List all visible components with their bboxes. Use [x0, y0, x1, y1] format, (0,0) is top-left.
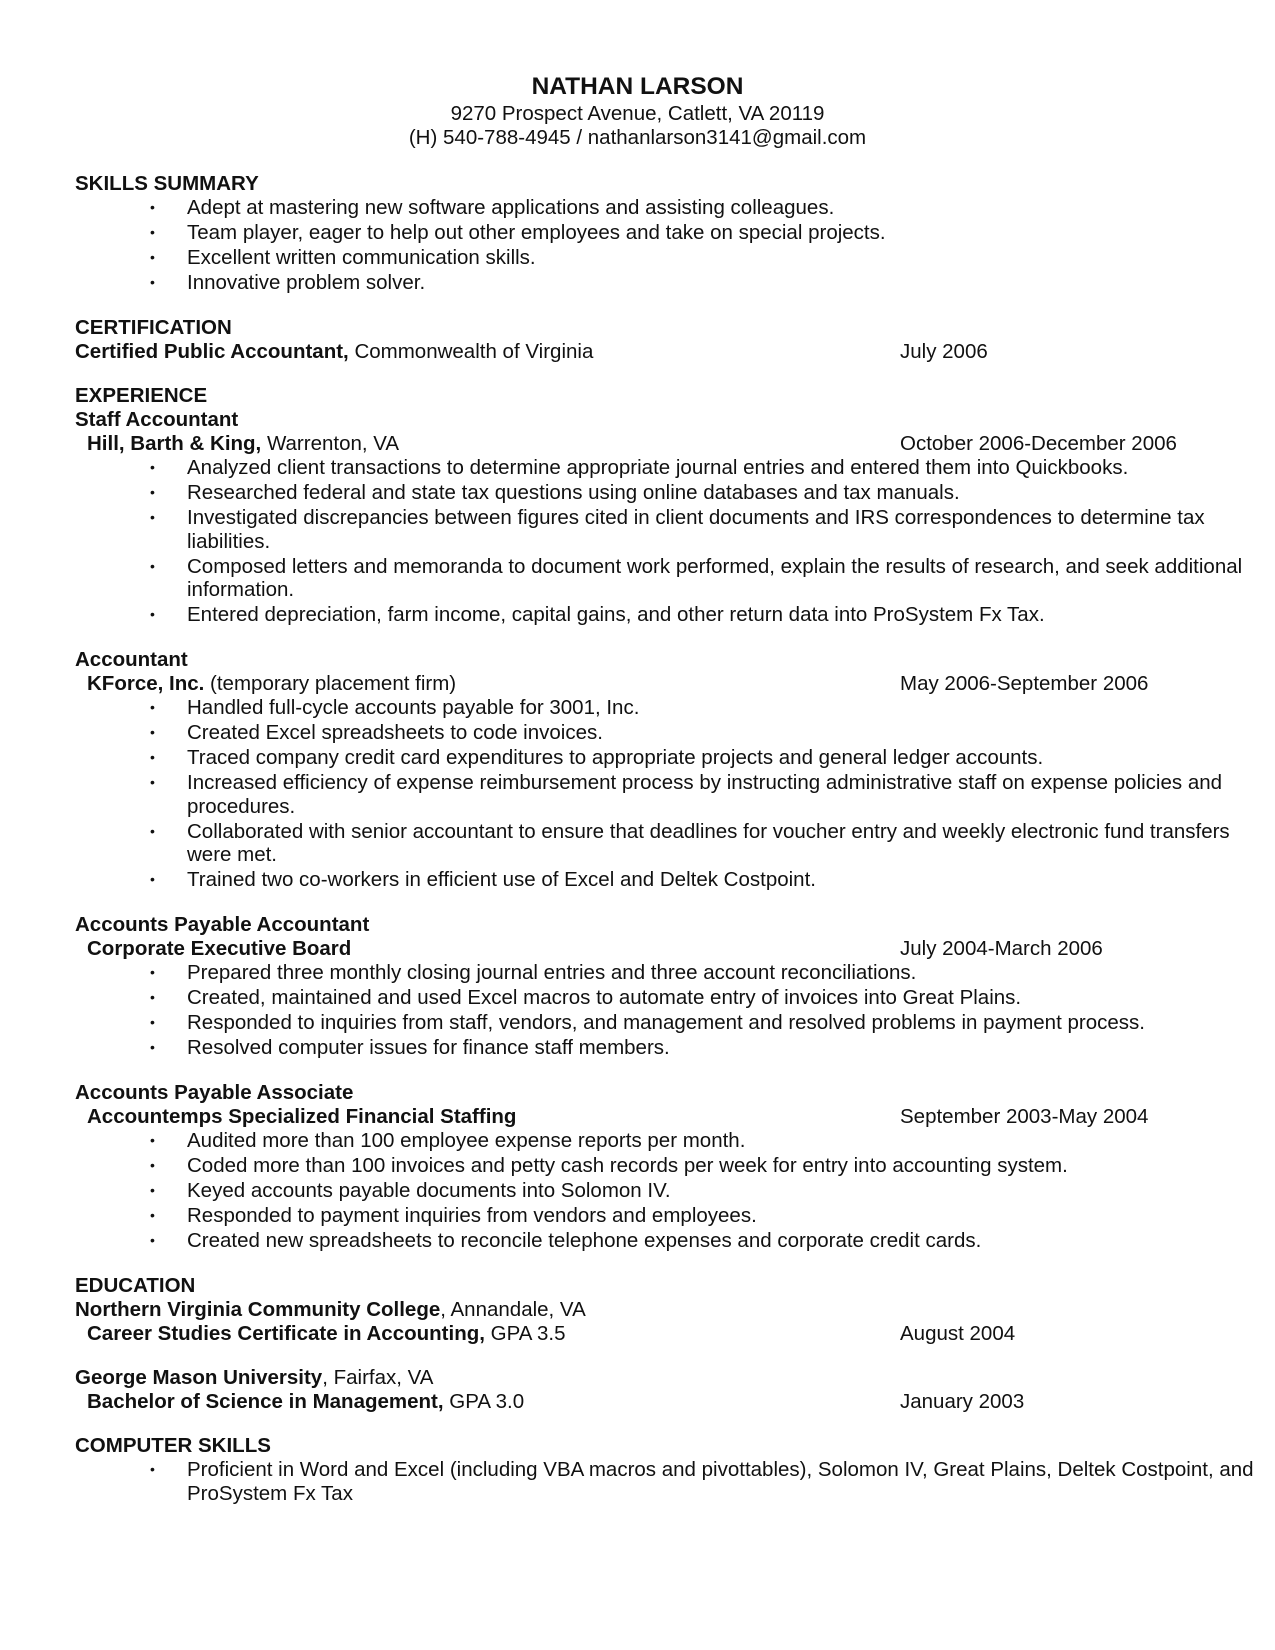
- applicant-name: NATHAN LARSON: [531, 73, 744, 100]
- job-company-row: [75, 672, 1205, 696]
- list-item: • Innovative problem solver.: [150, 271, 426, 294]
- bullet-icon: •: [150, 557, 155, 574]
- certification-section: [75, 316, 1205, 364]
- job-entry: [75, 913, 1205, 1060]
- degree-name: Career Studies Certificate in Accounting,: [87, 1322, 485, 1345]
- resume-header: [0, 72, 1275, 150]
- degree-row: [75, 1390, 1205, 1414]
- school-row: [75, 1366, 1205, 1390]
- job-bullets: [75, 1129, 1205, 1253]
- job-company: Hill, Barth & King,: [87, 432, 262, 455]
- job-dates: October 2006-December 2006: [900, 432, 1177, 455]
- certification-row: [75, 340, 1205, 364]
- bullet-icon: •: [150, 1014, 155, 1030]
- list-item: • Created, maintained and used Excel macros to automate entry of invoices into Great Plains.: [150, 986, 1022, 1009]
- job-dates: May 2006-September 2006: [900, 672, 1149, 695]
- job-company-row: [75, 1105, 1205, 1129]
- list-item: • Analyzed client transactions to determine appropriate journal entries and entered them into Quickbooks.: [150, 456, 1129, 479]
- bullet-icon: •: [150, 699, 155, 715]
- computer-skills-list: [75, 1458, 1254, 1505]
- list-item: • Responded to inquiries from staff, vendors, and management and resolved problems in payment process.: [150, 1011, 1145, 1034]
- job-title: Accountant: [75, 648, 188, 671]
- job-title: Staff Accountant: [75, 408, 239, 431]
- list-item: • Audited more than 100 employee expense reports per month.: [150, 1129, 746, 1152]
- school-row: [75, 1298, 1205, 1322]
- degree-name: Bachelor of Science in Management,: [87, 1390, 444, 1413]
- job-entry: [75, 408, 1243, 627]
- section-heading: EDUCATION: [75, 1274, 196, 1297]
- section-heading: COMPUTER SKILLS: [75, 1434, 271, 1457]
- list-item: • Excellent written communication skills.: [150, 246, 536, 269]
- bullet-icon: •: [150, 1132, 155, 1148]
- bullet-icon: •: [150, 606, 155, 622]
- applicant-address: 9270 Prospect Avenue, Catlett, VA 20119: [450, 102, 825, 125]
- bullet-icon: •: [150, 199, 155, 215]
- computer-skills-section: [75, 1434, 1254, 1505]
- list-item: • Coded more than 100 invoices and petty cash records per week for entry into accounting system.: [150, 1154, 1068, 1177]
- bullet-icon: •: [150, 822, 155, 839]
- bullet-icon: •: [150, 274, 155, 290]
- degree-gpa: GPA 3.5: [484, 1322, 566, 1345]
- bullet-icon: •: [150, 249, 155, 265]
- job-entry: [75, 1081, 1205, 1253]
- list-item: • Investigated discrepancies between figures cited in client documents and IRS correspondences to determine tax liabilities.: [150, 506, 1205, 553]
- list-item: • Prepared three monthly closing journal entries and three account reconciliations.: [150, 961, 917, 984]
- list-item: • Trained two co-workers in efficient use of Excel and Deltek Costpoint.: [150, 868, 816, 891]
- bullet-icon: •: [150, 724, 155, 740]
- job-dates: September 2003-May 2004: [900, 1105, 1149, 1128]
- bullet-icon: •: [150, 1182, 155, 1198]
- job-company-row: [75, 937, 1205, 961]
- list-item: • Team player, eager to help out other employees and take on special projects.: [150, 221, 886, 244]
- job-company: Accountemps Specialized Financial Staffing: [87, 1105, 517, 1128]
- list-item: • Entered depreciation, farm income, capital gains, and other return data into ProSystem Fx Tax.: [150, 603, 1045, 626]
- list-item: • Traced company credit card expenditures to appropriate projects and general ledger accounts.: [150, 746, 1044, 769]
- degree-date: August 2004: [900, 1322, 1016, 1345]
- bullet-icon: •: [150, 774, 155, 790]
- bullet-icon: •: [150, 749, 155, 765]
- job-company-row: [75, 432, 1205, 456]
- skills-summary-list: [75, 196, 1205, 295]
- school-location: , Annandale, VA: [440, 1298, 586, 1321]
- section-heading: SKILLS SUMMARY: [75, 172, 259, 195]
- education-section: [75, 1274, 1205, 1414]
- list-item: • Increased efficiency of expense reimbursement process by instructing administrative staff on expense policies and procedures.: [150, 771, 1223, 818]
- job-dates: July 2004-March 2006: [900, 937, 1103, 960]
- bullet-icon: •: [150, 989, 155, 1005]
- school-name: George Mason University: [75, 1366, 323, 1389]
- list-item: • Created new spreadsheets to reconcile telephone expenses and corporate credit cards.: [150, 1229, 982, 1252]
- bullet-icon: •: [150, 224, 155, 240]
- bullet-icon: •: [150, 509, 155, 525]
- list-item: • Collaborated with senior accountant to ensure that deadlines for voucher entry and weekly electronic fund transfers were met.: [150, 819, 1230, 866]
- list-item: • Adept at mastering new software applications and assisting colleagues.: [150, 196, 835, 219]
- bullet-icon: •: [150, 1157, 155, 1173]
- school-name: Northern Virginia Community College: [75, 1298, 441, 1321]
- bullet-icon: •: [150, 871, 155, 887]
- job-bullets: [75, 456, 1243, 627]
- degree-gpa: GPA 3.0: [443, 1390, 525, 1413]
- certification-title: Certified Public Accountant,: [75, 340, 349, 363]
- job-detail: (temporary placement firm): [204, 672, 457, 695]
- degree-date: January 2003: [900, 1390, 1025, 1413]
- job-location: Warrenton, VA: [261, 432, 400, 455]
- certification-date: July 2006: [900, 340, 988, 363]
- bullet-icon: •: [150, 459, 155, 475]
- certification-issuer: Commonwealth of Virginia: [348, 340, 594, 363]
- school-location: , Fairfax, VA: [322, 1366, 434, 1389]
- list-item: • Researched federal and state tax questions using online databases and tax manuals.: [150, 481, 960, 504]
- job-title: Accounts Payable Accountant: [75, 913, 370, 936]
- experience-section: [75, 384, 1243, 1253]
- section-heading: EXPERIENCE: [75, 384, 208, 407]
- job-company: KForce, Inc.: [87, 672, 205, 695]
- list-item: • Proficient in Word and Excel (including VBA macros and pivottables), Solomon IV, Great Plains, Deltek Costpoint, and ProSystem Fx Tax: [150, 1458, 1254, 1505]
- bullet-icon: •: [150, 1039, 155, 1055]
- skills-summary-section: [75, 172, 1205, 295]
- bullet-icon: •: [150, 1461, 155, 1477]
- job-bullets: [75, 696, 1230, 892]
- section-heading: CERTIFICATION: [75, 316, 232, 339]
- list-item: • Responded to payment inquiries from vendors and employees.: [150, 1204, 757, 1227]
- list-item: • Handled full-cycle accounts payable for 3001, Inc.: [150, 696, 640, 719]
- job-title: Accounts Payable Associate: [75, 1081, 354, 1104]
- resume-page: [75, 72, 1254, 1507]
- list-item: • Keyed accounts payable documents into Solomon IV.: [150, 1179, 671, 1202]
- applicant-contact: (H) 540-788-4945 / nathanlarson3141@gmail.com: [408, 126, 867, 149]
- list-item: • Created Excel spreadsheets to code invoices.: [150, 721, 603, 744]
- list-item: • Resolved computer issues for finance staff members.: [150, 1036, 670, 1059]
- bullet-icon: •: [150, 1207, 155, 1223]
- degree-row: [75, 1322, 1205, 1346]
- bullet-icon: •: [150, 1232, 155, 1248]
- list-item: • Composed letters and memoranda to document work performed, explain the results of research, and seek additional information.: [150, 554, 1243, 601]
- job-company: Corporate Executive Board: [87, 937, 352, 960]
- bullet-icon: •: [150, 484, 155, 500]
- bullet-icon: •: [150, 964, 155, 980]
- job-bullets: [75, 961, 1205, 1060]
- job-entry: [75, 648, 1230, 892]
